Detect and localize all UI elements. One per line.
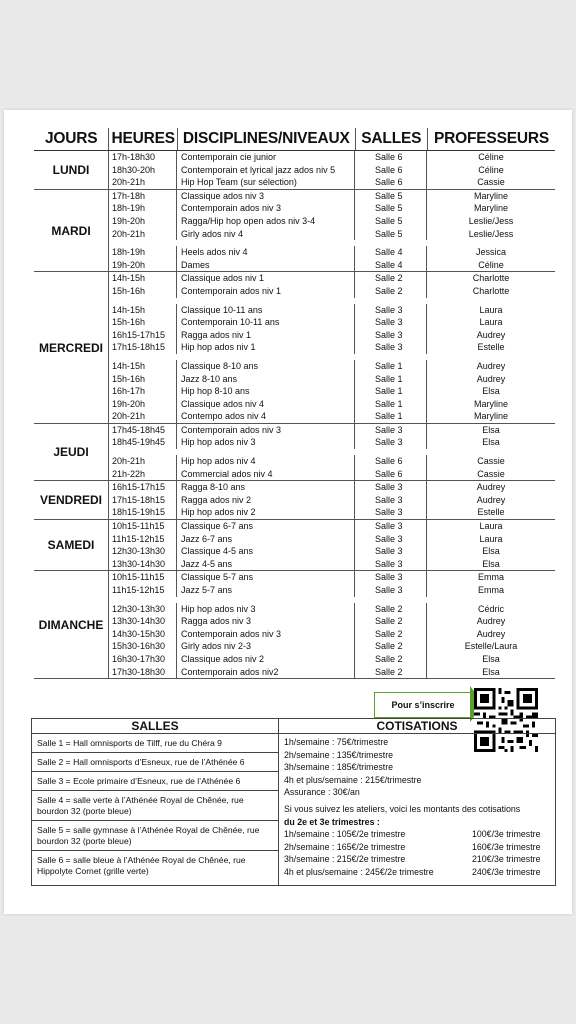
cell-heure: 20h-21h <box>109 176 177 189</box>
cell-heure: 11h15-12h15 <box>109 533 177 546</box>
cell-professeur: Cassie <box>477 177 505 188</box>
cell-heure: 16h30-17h30 <box>109 653 177 666</box>
day-group <box>34 481 555 520</box>
cotisation-line: Assurance : 30€/an <box>284 787 360 798</box>
header-professeurs: PROFESSEURS <box>434 130 549 147</box>
cell-salle: Salle 3 <box>355 494 427 507</box>
cell-salle: Salle 2 <box>355 653 427 666</box>
cell-discipline: Contemporain ados niv 3 <box>177 202 355 215</box>
cell-professeur: Audrey <box>476 373 506 384</box>
cell-professeur: Elsa <box>482 653 500 664</box>
day-name: VENDREDI <box>34 481 109 519</box>
cell-salle: Salle 3 <box>355 424 427 437</box>
cell-discipline: Jazz 6-7 ans <box>177 533 355 546</box>
cotisation-row <box>279 853 555 866</box>
cell-professeur: Laura <box>479 533 503 544</box>
cell-professeur: Elsa <box>482 666 500 677</box>
table-row <box>109 329 555 342</box>
cell-heure: 17h15-18h15 <box>109 494 177 507</box>
cotisation-line: 2h/semaine : 135€/trimestre <box>284 749 394 760</box>
table-row <box>109 628 555 641</box>
cotisation-note-bold: du 2e et 3e trimestres : <box>284 816 380 827</box>
day-group <box>34 571 555 679</box>
header-disciplines: DISCIPLINES/NIVEAUX <box>178 128 356 150</box>
cotisation-3e: 100€/3e trimestre <box>472 829 541 840</box>
cell-heure: 20h-21h <box>109 410 177 423</box>
cell-salle: Salle 6 <box>355 468 427 481</box>
day-group <box>34 190 555 273</box>
cell-salle: Salle 3 <box>355 316 427 329</box>
cell-professeur: Elsa <box>482 558 500 569</box>
cell-salle: Salle 2 <box>355 628 427 641</box>
cell-heure: 17h-18h30 <box>109 151 177 164</box>
cell-salle: Salle 2 <box>355 603 427 616</box>
cell-discipline: Contempo ados niv 4 <box>177 410 355 423</box>
cell-heure: 18h-19h <box>109 246 177 259</box>
cell-salle: Salle 5 <box>355 202 427 215</box>
cotisation-row <box>279 866 555 879</box>
cell-heure: 18h45-19h45 <box>109 436 177 449</box>
cell-heure: 17h45-18h45 <box>109 424 177 437</box>
cell-heure: 16h15-17h15 <box>109 329 177 342</box>
cotisation-3e: 210€/3e trimestre <box>472 854 541 865</box>
cell-professeur: Charlotte <box>472 285 510 296</box>
table-row <box>109 272 555 285</box>
cell-professeur: Audrey <box>476 482 506 493</box>
cell-heure: 10h15-11h15 <box>109 571 177 584</box>
cell-professeur: Leslie/Jess <box>468 215 514 226</box>
cell-heure: 14h-15h <box>109 272 177 285</box>
cell-professeur: Emma <box>477 585 504 595</box>
cell-discipline: Hip hop ados niv 4 <box>177 455 355 468</box>
table-row <box>109 584 555 597</box>
cell-salle: Salle 3 <box>355 584 427 597</box>
day-name: MARDI <box>34 190 109 272</box>
cell-salle: Salle 3 <box>355 520 427 533</box>
cell-salle: Salle 5 <box>355 228 427 241</box>
table-row <box>109 615 555 628</box>
cell-heure: 21h-22h <box>109 468 177 481</box>
cell-discipline: Classique 10-11 ans <box>177 304 355 317</box>
cell-salle: Salle 2 <box>355 272 427 285</box>
cell-heure: 19h-20h <box>109 398 177 411</box>
cell-salle: Salle 4 <box>355 259 427 272</box>
cotisation-2e: 1h/semaine : 105€/2e trimestre <box>284 829 406 840</box>
cell-discipline: Dames <box>177 259 355 272</box>
cell-discipline: Jazz 5-7 ans <box>177 584 355 597</box>
schedule-table <box>34 128 555 679</box>
cell-discipline: Ragga ados niv 3 <box>177 615 355 628</box>
cell-salle: Salle 4 <box>355 246 427 259</box>
cotisation-line: 1h/semaine : 75€/trimestre <box>284 737 389 747</box>
day-name: MERCREDI <box>34 272 109 423</box>
schedule-sheet <box>4 110 572 914</box>
table-row <box>109 545 555 558</box>
table-row <box>109 360 555 373</box>
cotisation-2e: 3h/semaine : 215€/2e trimestre <box>284 854 406 865</box>
cell-discipline: Ragga ados niv 2 <box>177 494 355 507</box>
cell-heure: 12h30-13h30 <box>109 603 177 616</box>
cell-discipline: Ragga 8-10 ans <box>177 481 355 494</box>
cotisation-row <box>279 841 555 854</box>
cell-professeur: Céline <box>478 164 504 175</box>
table-row <box>109 558 555 571</box>
table-row <box>109 190 555 203</box>
table-row <box>109 215 555 228</box>
cell-professeur: Estelle/Laura <box>464 641 518 652</box>
cell-heure: 15h-16h <box>109 285 177 298</box>
cell-salle: Salle 6 <box>355 164 427 177</box>
cell-professeur: Cassie <box>477 456 505 467</box>
cell-discipline: Contemporain ados niv2 <box>177 666 355 679</box>
table-row <box>109 571 555 584</box>
cell-discipline: Hip hop ados niv 1 <box>177 341 355 354</box>
cell-professeur: Audrey <box>476 494 506 505</box>
day-name: SAMEDI <box>34 520 109 570</box>
cell-professeur: Cédric <box>477 603 504 614</box>
table-row <box>109 520 555 533</box>
day-group <box>34 151 555 190</box>
cell-heure: 15h30-16h30 <box>109 640 177 653</box>
salles-title: SALLES <box>32 719 278 734</box>
table-row <box>109 506 555 519</box>
cell-discipline: Classique 4-5 ans <box>177 545 355 558</box>
table-row <box>109 410 555 423</box>
cell-heure: 17h-18h <box>109 190 177 203</box>
cell-salle: Salle 5 <box>355 215 427 228</box>
cell-heure: 14h-15h <box>109 304 177 317</box>
cell-professeur: Céline <box>478 152 504 162</box>
cell-heure: 15h-16h <box>109 316 177 329</box>
cell-salle: Salle 3 <box>355 545 427 558</box>
cotisation-2e: 4h et plus/semaine : 245€/2e trimestre <box>284 866 434 877</box>
cotisations-title: COTISATIONS <box>279 719 555 734</box>
table-row <box>109 398 555 411</box>
cell-salle: Salle 3 <box>355 436 427 449</box>
table-row <box>109 455 555 468</box>
cell-discipline: Hip hop 8-10 ans <box>177 385 355 398</box>
table-row <box>109 640 555 653</box>
cell-discipline: Hip hop ados niv 3 <box>177 603 355 616</box>
table-row <box>109 494 555 507</box>
cell-salle: Salle 6 <box>355 455 427 468</box>
table-row <box>109 424 555 437</box>
table-row <box>109 228 555 241</box>
cell-heure: 19h-20h <box>109 259 177 272</box>
table-row <box>109 666 555 679</box>
salles-table <box>32 719 279 885</box>
table-row <box>109 202 555 215</box>
cell-salle: Salle 5 <box>355 190 427 203</box>
table-row <box>109 481 555 494</box>
cell-salle: Salle 6 <box>355 151 427 164</box>
cell-heure: 18h-19h <box>109 202 177 215</box>
cell-heure: 17h15-18h15 <box>109 341 177 354</box>
day-name: DIMANCHE <box>34 571 109 678</box>
cell-discipline: Contemporain ados niv 1 <box>177 285 355 298</box>
cell-professeur: Maryline <box>473 398 508 409</box>
cell-heure: 12h30-13h30 <box>109 545 177 558</box>
salle-item: Salle 4 = salle verte à l’Athénée Royal de Chênée, rue bourdon 32 (porte bleue) <box>32 791 278 821</box>
cell-professeur: Cassie <box>477 468 505 479</box>
cell-heure: 13h30-14h30 <box>109 558 177 571</box>
cell-professeur: Céline <box>478 259 504 270</box>
day-groups <box>34 151 555 679</box>
cell-heure: 15h-16h <box>109 373 177 386</box>
cell-professeur: Laura <box>479 521 503 532</box>
table-row <box>109 468 555 481</box>
cell-salle: Salle 1 <box>355 373 427 386</box>
cell-discipline: Heels ados niv 4 <box>177 246 355 259</box>
cell-discipline: Classique ados niv 1 <box>177 272 355 285</box>
cell-professeur: Maryline <box>473 411 508 422</box>
cell-discipline: Hip Hop Team (sur sélection) <box>177 176 355 189</box>
table-row <box>109 385 555 398</box>
table-row <box>109 259 555 272</box>
cell-salle: Salle 2 <box>355 615 427 628</box>
table-row <box>109 436 555 449</box>
cell-discipline: Classique 6-7 ans <box>177 520 355 533</box>
cell-discipline: Girly ados niv 4 <box>177 228 355 241</box>
cell-salle: Salle 3 <box>355 304 427 317</box>
day-group <box>34 520 555 571</box>
cell-discipline: Jazz 8-10 ans <box>177 373 355 386</box>
cell-salle: Salle 3 <box>355 329 427 342</box>
cell-professeur: Estelle <box>477 507 505 518</box>
cell-heure: 14h-15h <box>109 360 177 373</box>
cell-salle: Salle 1 <box>355 398 427 411</box>
day-name: LUNDI <box>34 151 109 189</box>
day-name: JEUDI <box>34 424 109 480</box>
cell-professeur: Laura <box>479 304 503 315</box>
cell-salle: Salle 3 <box>355 571 427 584</box>
cotisation-3e: 240€/3e trimestre <box>472 866 541 877</box>
cotisation-line: 4h et plus/semaine : 215€/trimestre <box>284 774 422 785</box>
salle-item: Salle 5 = salle gymnase à l’Athénée Royal de Chênée, rue bourdon 32 (porte bleue) <box>32 821 278 851</box>
cell-salle: Salle 1 <box>355 360 427 373</box>
table-header <box>34 128 555 151</box>
cell-salle: Salle 3 <box>355 341 427 354</box>
cell-discipline: Contemporain ados niv 3 <box>177 628 355 641</box>
cell-heure: 20h-21h <box>109 455 177 468</box>
header-jours: JOURS <box>34 128 109 150</box>
cell-professeur: Audrey <box>476 628 506 639</box>
cell-professeur: Maryline <box>473 203 508 214</box>
cell-salle: Salle 1 <box>355 385 427 398</box>
cell-discipline: Commercial ados niv 4 <box>177 468 355 481</box>
header-heures: HEURES <box>109 128 177 150</box>
cell-discipline: Classique 8-10 ans <box>177 360 355 373</box>
table-row <box>109 316 555 329</box>
cell-heure: 20h-21h <box>109 228 177 241</box>
cell-salle: Salle 3 <box>355 558 427 571</box>
cell-heure: 16h15-17h15 <box>109 481 177 494</box>
inscription-label: Pour s’inscrire <box>374 692 472 718</box>
cotisation-2e: 2h/semaine : 165€/2e trimestre <box>284 841 406 852</box>
table-row <box>109 653 555 666</box>
cell-salle: Salle 3 <box>355 533 427 546</box>
cell-discipline: Classique 5-7 ans <box>177 571 355 584</box>
cell-discipline: Classique ados niv 3 <box>177 190 355 203</box>
cell-heure: 17h30-18h30 <box>109 666 177 679</box>
cell-heure: 13h30-14h30 <box>109 615 177 628</box>
cell-discipline: Ragga ados niv 1 <box>177 329 355 342</box>
table-row <box>109 341 555 354</box>
cell-heure: 18h15-19h15 <box>109 506 177 519</box>
day-group <box>34 424 555 481</box>
cell-professeur: Elsa <box>482 546 500 557</box>
cell-heure: 18h30-20h <box>109 164 177 177</box>
cell-heure: 14h30-15h30 <box>109 628 177 641</box>
cell-professeur: Emma <box>477 572 504 583</box>
cell-discipline: Classique ados niv 4 <box>177 398 355 411</box>
cell-professeur: Audrey <box>476 329 506 340</box>
cell-professeur: Jessica <box>475 247 506 258</box>
cell-heure: 16h-17h <box>109 385 177 398</box>
cell-salle: Salle 3 <box>355 481 427 494</box>
salle-item: Salle 2 = Hall omnisports d’Esneux, rue de l’Athénée 6 <box>32 753 278 772</box>
salle-item: Salle 1 = Hall omnisports de Tilff, rue du Chéra 9 <box>32 734 278 753</box>
table-row <box>109 285 555 298</box>
cell-discipline: Contemporain ados niv 3 <box>177 424 355 437</box>
cell-heure: 19h-20h <box>109 215 177 228</box>
table-row <box>109 151 555 164</box>
header-salles: SALLES <box>356 128 428 150</box>
cell-professeur: Elsa <box>482 424 500 435</box>
cotisation-note: Si vous suivez les ateliers, voici les montants des cotisations <box>284 803 521 814</box>
cell-salle: Salle 3 <box>355 506 427 519</box>
cell-discipline: Hip hop ados niv 3 <box>177 436 355 449</box>
table-row <box>109 533 555 546</box>
cell-discipline: Contemporain cie junior <box>177 151 355 164</box>
cell-salle: Salle 2 <box>355 285 427 298</box>
salle-item: Salle 6 = salle bleue à l’Athénée Royal de Chênée, rue Hippolyte Cornet (grille verte) <box>37 855 246 876</box>
cotisations-table <box>279 719 555 885</box>
cell-professeur: Charlotte <box>472 273 510 284</box>
cell-professeur: Leslie/Jess <box>468 228 514 239</box>
day-group <box>34 272 555 424</box>
cell-heure: 11h15-12h15 <box>109 584 177 597</box>
cotisation-line: 3h/semaine : 185€/trimestre <box>284 762 394 773</box>
table-row <box>109 246 555 259</box>
cell-discipline: Classique ados niv 2 <box>177 653 355 666</box>
table-row <box>109 176 555 189</box>
cell-professeur: Audrey <box>476 616 506 627</box>
cotisation-row <box>279 828 555 841</box>
table-row <box>109 603 555 616</box>
cell-discipline: Girly ados niv 2-3 <box>177 640 355 653</box>
cell-professeur: Laura <box>479 317 503 328</box>
table-row <box>109 164 555 177</box>
cell-professeur: Elsa <box>482 437 500 448</box>
cotisation-3e: 160€/3e trimestre <box>472 841 541 852</box>
table-row <box>109 304 555 317</box>
cell-salle: Salle 2 <box>355 640 427 653</box>
cell-discipline: Jazz 4-5 ans <box>177 558 355 571</box>
cell-discipline: Ragga/Hip hop open ados niv 3-4 <box>177 215 355 228</box>
cell-salle: Salle 2 <box>355 666 427 679</box>
cell-professeur: Estelle <box>477 342 505 353</box>
info-tables <box>31 718 556 886</box>
salle-item: Salle 3 = Ecole primaire d’Esneux, rue de l’Athénée 6 <box>32 772 278 791</box>
cell-discipline: Hip hop ados niv 2 <box>177 506 355 519</box>
cell-professeur: Maryline <box>473 190 508 201</box>
table-row <box>109 373 555 386</box>
cell-professeur: Elsa <box>482 386 500 397</box>
cell-salle: Salle 1 <box>355 410 427 423</box>
cell-discipline: Contemporain et lyrical jazz ados niv 5 <box>177 164 355 177</box>
cell-salle: Salle 6 <box>355 176 427 189</box>
cell-professeur: Audrey <box>476 360 506 371</box>
cell-discipline: Contemporain 10-11 ans <box>177 316 355 329</box>
cell-heure: 10h15-11h15 <box>109 520 177 533</box>
